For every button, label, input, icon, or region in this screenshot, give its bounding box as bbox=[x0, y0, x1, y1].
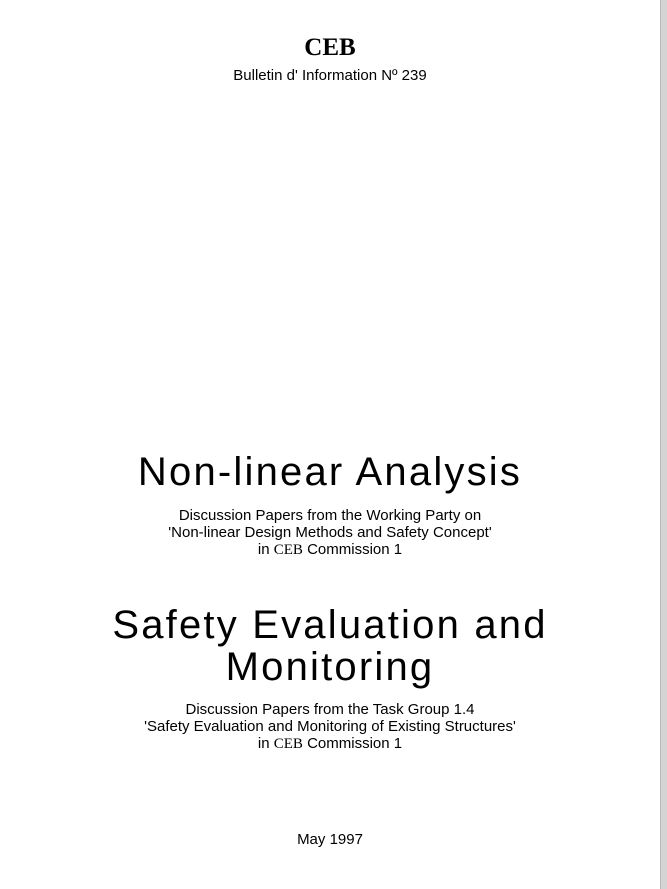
part-one-subtitle-line-2: 'Non-linear Design Methods and Safety Concept' bbox=[168, 524, 492, 541]
part-two-commission-org: CEB bbox=[273, 736, 303, 752]
part-one-commission-prefix: in bbox=[257, 541, 270, 558]
organization-name: CEB bbox=[304, 34, 356, 61]
bulletin-number: Bulletin d' Information Nº 239 bbox=[233, 67, 427, 84]
main-title-nonlinear-analysis: Non-linear Analysis bbox=[137, 450, 523, 494]
main-title-safety-evaluation-line-2: Monitoring bbox=[225, 645, 435, 689]
part-two-subtitle-line-3 bbox=[0, 735, 660, 753]
part-one-commission-org: CEB bbox=[273, 542, 303, 558]
part-two-subtitle-line-1: Discussion Papers from the Task Group 1.4 bbox=[185, 701, 475, 718]
part-two-commission-suffix: Commission 1 bbox=[307, 735, 403, 752]
part-two-subtitle-line-2: 'Safety Evaluation and Monitoring of Existing Structures' bbox=[144, 718, 516, 735]
part-one-subtitle-line-1: Discussion Papers from the Working Party on bbox=[178, 507, 482, 524]
part-two-commission-prefix: in bbox=[257, 735, 270, 752]
page-edge-shadow bbox=[660, 0, 667, 889]
main-title-safety-evaluation-line-1: Safety Evaluation and bbox=[112, 603, 548, 647]
part-one-subtitle-line-3 bbox=[0, 541, 660, 559]
publication-date: May 1997 bbox=[297, 831, 363, 848]
part-one-commission-suffix: Commission 1 bbox=[307, 541, 403, 558]
